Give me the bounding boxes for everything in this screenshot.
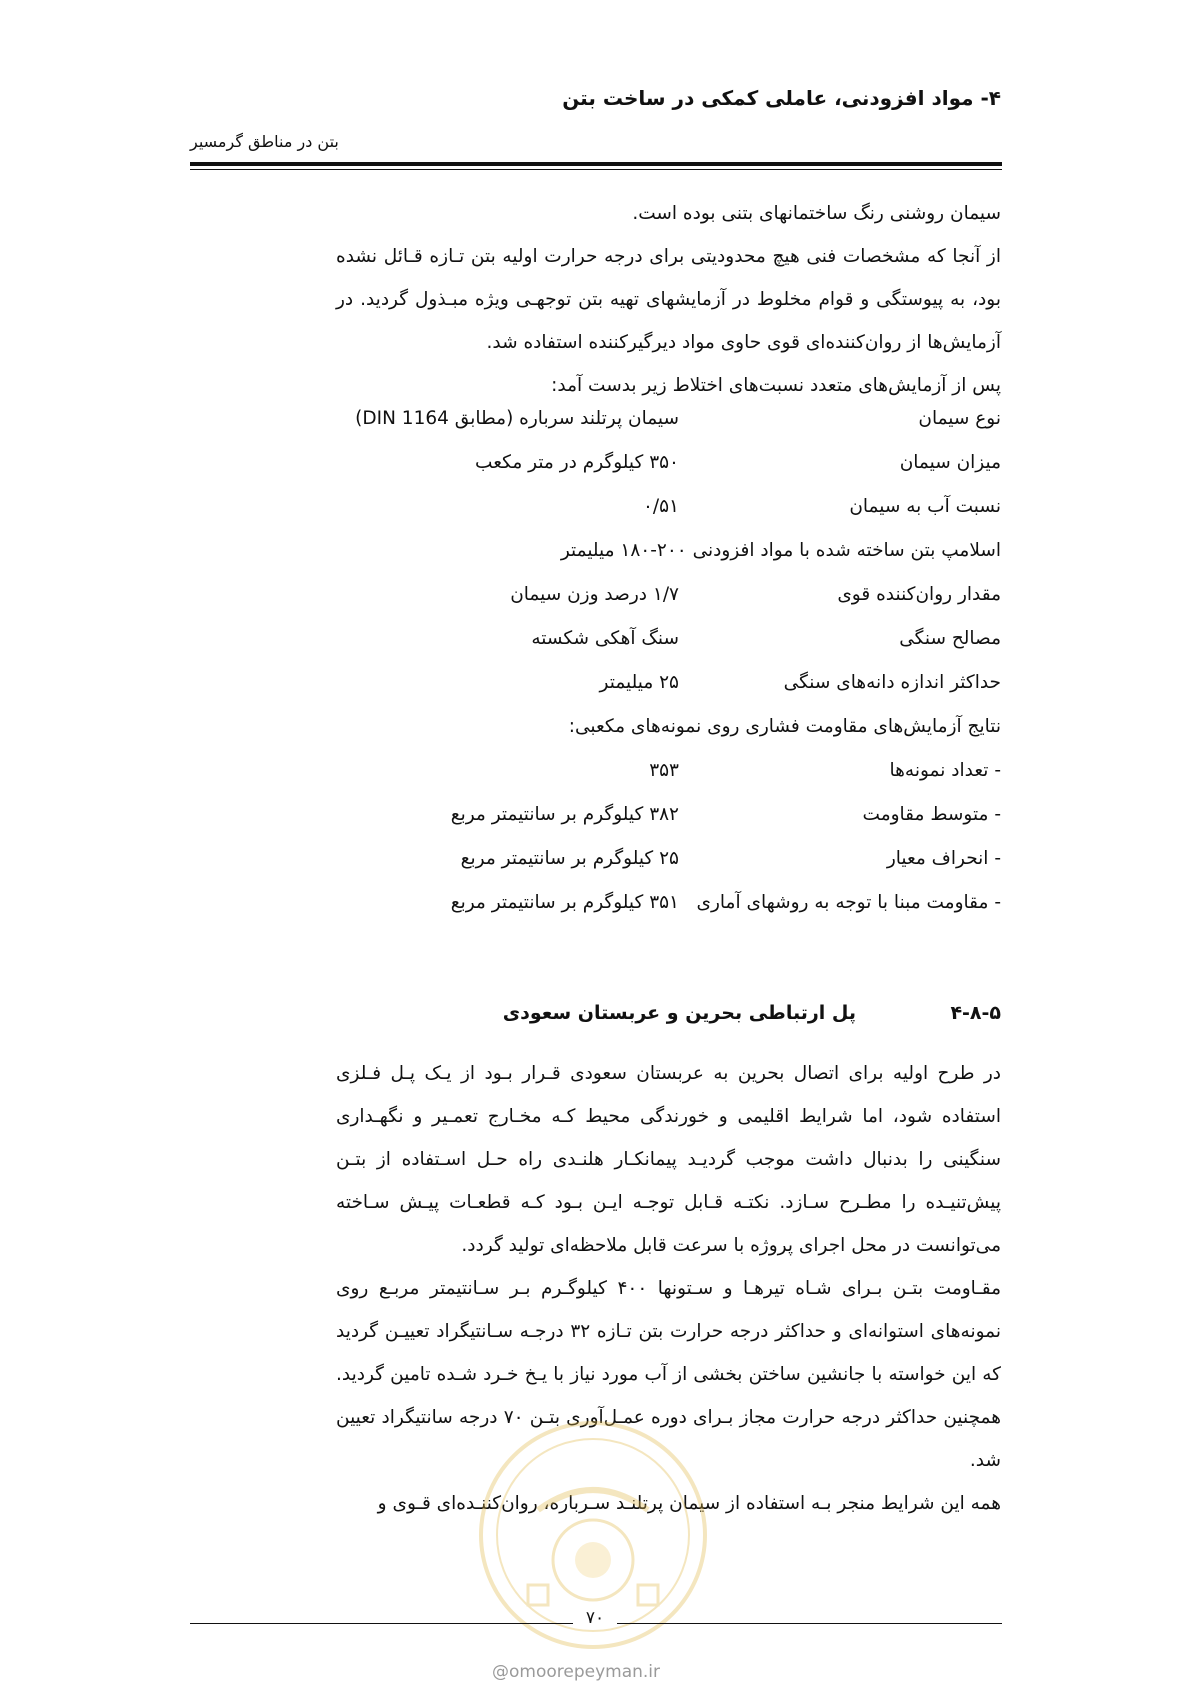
mix-value: ۰/۵۱	[642, 496, 679, 517]
results-label: - تعداد نمونه‌ها	[889, 760, 1001, 781]
results-value: ۳۵۱ کیلوگرم بر سانتیمتر مربع	[450, 892, 679, 913]
results-value: ۳۸۲ کیلوگرم بر سانتیمتر مربع	[450, 804, 679, 825]
results-heading: نتایج آزمایش‌های مقاومت فشاری روی نمونه‌های مکعبی:	[568, 716, 1001, 737]
mix-row-cement-type	[336, 408, 1001, 452]
footer-rule-left	[190, 1623, 573, 1624]
book-title: بتن در مناطق گرمسیر	[190, 132, 339, 151]
section-paragraph-2: مقـاومت بتـن بـرای شـاه تیرهـا و سـتونها ۴۰۰ کیلوگـرم بـر سـانتیمتر مربـع روی نمونه‌های استوانه‌ای و حداکثر درجه حرارت بتن تـازه ۳۲ درجـه سـانتیگراد تعییـن گردید که این خواسته با جانشین ساختن بخشی از آب مورد نیاز با یـخ خـرد شـده تامین گردید. همچنین حداکثر درجه حرارت مجاز بـرای دوره عمـل‌آوری بتـن ۷۰ درجه سانتیگراد تعیین شد.	[336, 1278, 1002, 1471]
mix-intro: پس از آزمایش‌های متعدد نسبت‌های اختلاط زیر بدست آمد:	[551, 375, 1001, 396]
mix-value: ۲۵ میلیمتر	[599, 672, 679, 693]
header-rule-thin	[190, 169, 1002, 170]
mix-row-max-size	[336, 672, 1001, 716]
mix-label: میزان سیمان	[899, 452, 1001, 473]
results-heading-row	[336, 716, 1001, 760]
mix-value: ۳۵۰ کیلوگرم در متر مکعب	[475, 452, 679, 473]
results-row-mean	[336, 804, 1001, 848]
results-value: ۲۵ کیلوگرم بر سانتیمتر مربع	[460, 848, 679, 869]
mix-label: حداکثر اندازه دانه‌های سنگی	[783, 672, 1001, 693]
results-label: - مقاومت مبنا با توجه به روشهای آماری	[696, 892, 1001, 913]
results-row-count	[336, 760, 1001, 804]
mix-value: ۱/۷ درصد وزن سیمان	[510, 584, 679, 605]
page-number: ۷۰	[585, 1608, 605, 1628]
mix-label: نوع سیمان	[918, 408, 1001, 429]
mix-value: سیمان پرتلند سرباره (مطابق DIN 1164)	[355, 408, 679, 429]
header-rule-thick	[190, 162, 1002, 166]
mix-label: مقدار روان‌کننده قوی	[837, 584, 1001, 605]
mix-row-aggregate	[336, 628, 1001, 672]
mix-label: نسبت آب به سیمان	[849, 496, 1001, 517]
results-row-std	[336, 848, 1001, 892]
section-paragraph-3: همه این شرایط منجر بـه استفاده از سیمان پرتلنـد سـرباره، روان‌کننـده‌ای قـوی و	[377, 1493, 1001, 1514]
chapter-title: ۴- مواد افزودنی، عاملی کمکی در ساخت بتن	[562, 86, 1001, 110]
watermark-text: @omoorepeyman.ir	[492, 1662, 661, 1682]
footer-rule-right	[617, 1623, 1002, 1624]
mix-row-wc	[336, 496, 1001, 540]
mix-row-plasticizer	[336, 584, 1001, 628]
mix-value: سنگ آهکی شکسته	[531, 628, 679, 649]
results-label: - متوسط مقاومت	[862, 804, 1001, 825]
section-title: پل ارتباطی بحرین و عربستان سعودی	[502, 1002, 856, 1024]
mix-row-cement-amount	[336, 452, 1001, 496]
section-paragraph-1: در طرح اولیه برای اتصال بحرین به عربستان سعودی قـرار بـود از یـک پـل فـلزی استفاده شود، اما شرایط اقلیمی و خورندگی محیط کـه مخـارج تعمـیر و نگهـداری سنگینی را بدنبال داشت موجب گردیـد پیمانکـار هلنـدی راه حـل اسـتفاده از بتـن پیش‌تنیـده را مطـرح سـازد. نکتـه قـابل توجـه ایـن بـود کـه قطعـات پیـش سـاخته می‌توانست در محل اجرای پروژه با سرعت قابل ملاحظه‌ای تولید گردد.	[336, 1063, 1001, 1256]
mix-row-slump	[336, 540, 1001, 584]
results-value: ۳۵۳	[649, 760, 679, 781]
intro-paragraph: از آنجا که مشخصات فنی هیچ محدودیتی برای درجه حرارت اولیه بتن تـازه قـائل نشده بود، به پیوستگی و قوام مخلوط در آزمایشهای تهیه بتن توجهـی ویژه مبـذول گردید. در آزمایش‌ها از روان‌کننده‌ای قوی حاوی مواد دیرگیرکننده استفاده شد.	[336, 246, 1001, 353]
results-label: - انحراف معیار	[886, 848, 1001, 869]
results-row-base	[336, 892, 1001, 936]
mix-label: مصالح سنگی	[899, 628, 1001, 649]
intro-line: سیمان روشنی رنگ ساختمانهای بتنی بوده است.	[632, 203, 1001, 224]
section-number: ۴-۸-۵	[950, 1002, 1001, 1024]
mix-slump-line: اسلامپ بتن ساخته شده با مواد افزودنی ۲۰۰-۱۸۰ میلیمتر	[560, 540, 1001, 561]
